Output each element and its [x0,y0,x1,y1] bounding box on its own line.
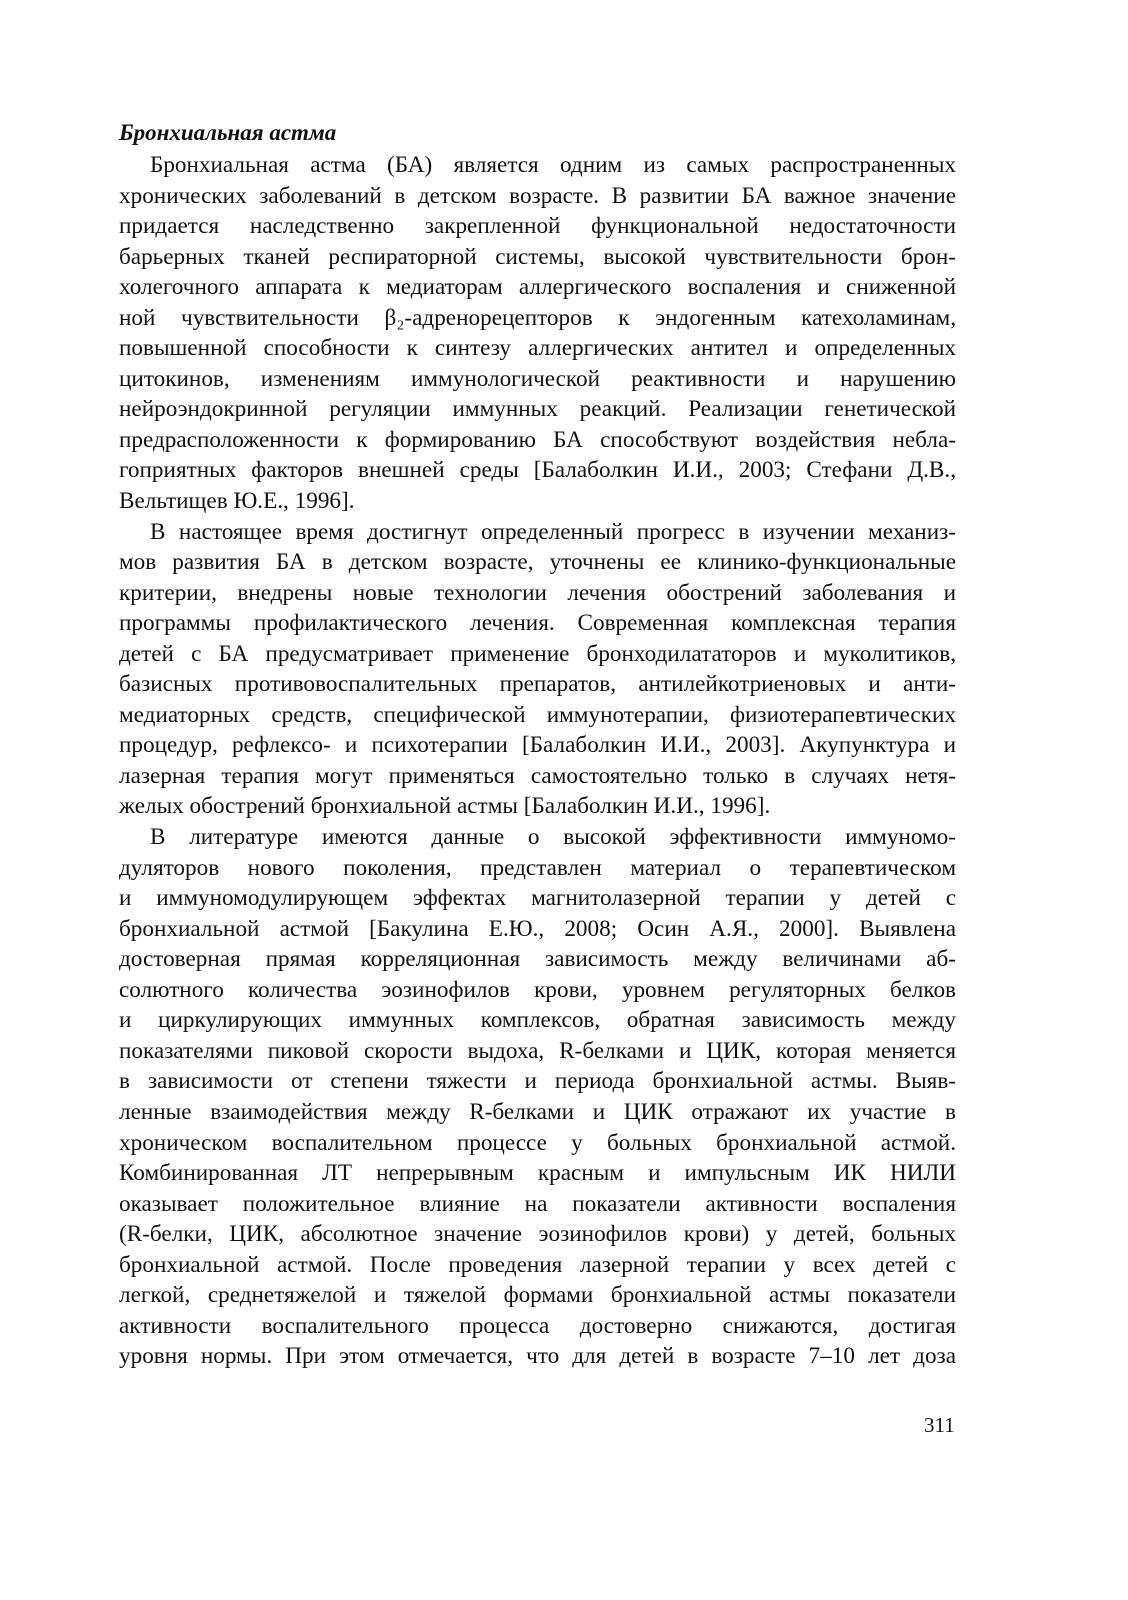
text-line: в зависимости от степени тяжести и периода бронхиальной астмы. Выяв- [119,1068,956,1095]
text-line: мов развития БА в детском возрасте, уточнены ее клинико-функциональные [119,549,956,576]
text-line: и циркулирующих иммунных комплексов, обратная зависимость между [119,1007,956,1034]
text-line: бронхиальной астмой. После проведения лазерной терапии у всех детей с [119,1251,956,1278]
text-line: достоверная прямая корреляционная зависимость между величинами аб- [119,946,956,973]
paragraph [119,150,956,517]
text-line: медиаторных средств, специфической иммунотерапии, физиотерапевтических [119,701,956,728]
text-line: и иммуномодулирующем эффектах магнитолазерной терапии у детей с [119,885,956,912]
text-line: хронических заболеваний в детском возрасте. В развитии БА важное значение [119,182,956,209]
section-heading: Бронхиальная астма [119,120,337,145]
text-line: повышенной способности к синтезу аллергических антител и определенных [119,335,956,362]
text-line: процедур, рефлексо- и психотерапии [Балаболкин И.И., 2003]. Акупунктура и [119,732,956,759]
page-number: 311 [924,1413,955,1437]
text-line: предрасположенности к формированию БА способствуют воздействия небла- [119,426,956,453]
text-line: солютного количества эозинофилов крови, уровнем регуляторных белков [119,976,956,1003]
text-line: легкой, среднетяжелой и тяжелой формами бронхиальной астмы показатели [119,1282,956,1309]
text-line: ной чувствительности β₂-адренорецепторов к эндогенным катехоламинам, [119,304,956,331]
text-line: критерии, внедрены новые технологии лечения обострений заболевания и [119,579,956,606]
text-line: дуляторов нового поколения, представлен материал о терапевтическом [119,854,956,881]
text-line: уровня нормы. При этом отмечается, что для детей в возрасте 7–10 лет доза [119,1343,956,1370]
text-line: желых обострений бронхиальной астмы [Балаболкин И.И., 1996]. [119,793,771,820]
text-line: бронхиальной астмой [Бакулина Е.Ю., 2008; Осин А.Я., 2000]. Выявлена [119,915,956,942]
text-line: оказывает положительное влияние на показатели активности воспаления [119,1190,956,1217]
body-text [119,150,956,1372]
text-line: цитокинов, изменениям иммунологической реактивности и нарушению [119,365,956,392]
text-line: нейроэндокринной регуляции иммунных реакций. Реализации генетической [119,396,956,423]
text-line: активности воспалительного процесса достоверно снижаются, достигая [119,1312,956,1339]
paragraph [119,822,956,1372]
text-line: гоприятных факторов внешней среды [Балаболкин И.И., 2003; Стефани Д.В., [119,457,956,484]
text-line: детей с БА предусматривает применение бронходилататоров и муколитиков, [119,640,956,667]
text-line: В настоящее время достигнут определенный прогресс в изучении механиз- [150,518,956,545]
text-line: холегочного аппарата к медиаторам аллергического воспаления и сниженной [119,274,956,301]
paragraph [119,517,956,822]
text-line: барьерных тканей респираторной системы, высокой чувствительности брон- [119,243,956,270]
text-line: программы профилактического лечения. Современная комплексная терапия [119,610,956,637]
text-line: ленные взаимодействия между R-белками и ЦИК отражают их участие в [119,1098,956,1125]
text-line: В литературе имеются данные о высокой эффективности иммуномо- [150,824,956,851]
text-line: базисных противовоспалительных препаратов, антилейкотриеновых и анти- [119,671,956,698]
text-line: (R-белки, ЦИК, абсолютное значение эозинофилов крови) у детей, больных [119,1221,956,1248]
text-line: Комбинированная ЛТ непрерывным красным и импульсным ИК НИЛИ [119,1160,956,1187]
text-line: хроническом воспалительном процессе у больных бронхиальной астмой. [119,1129,956,1156]
text-line: лазерная терапия могут применяться самостоятельно только в случаях нетя- [119,762,956,789]
text-line: Вельтищев Ю.Е., 1996]. [119,488,355,515]
text-line: показателями пиковой скорости выдоха, R-белками и ЦИК, которая меняется [119,1037,956,1064]
text-line: Бронхиальная астма (БА) является одним из самых распространенных [150,152,956,178]
text-line: придается наследственно закрепленной функциональной недостаточности [119,213,956,240]
